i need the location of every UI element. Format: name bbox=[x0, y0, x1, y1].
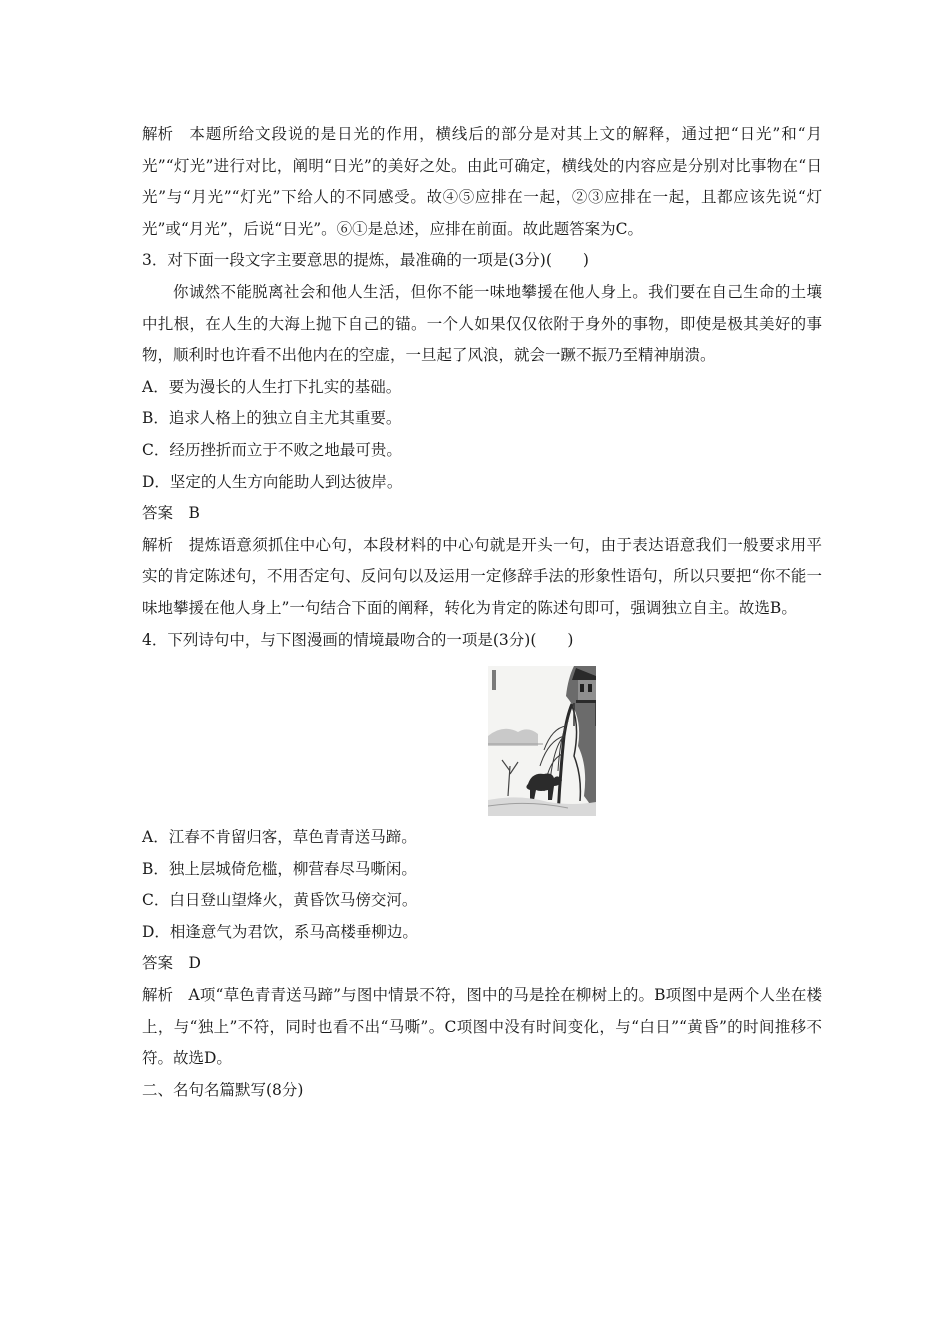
analysis-text: A项“草色青青送马蹄”与图中情景不符，图中的马是拴在柳树上的。B项图中是两个人坐在楼上，与“独上”不符，同时也看不出“马嘶”。C项图中没有时间变化，与“白日”“黄昏”的时间推移不符。故选D。 bbox=[142, 986, 822, 1068]
q4-option-c: C．白日登山望烽火，黄昏饮马傍交河。 bbox=[142, 891, 418, 910]
answer-value: B bbox=[188, 504, 200, 523]
q4-stem: 4．下列诗句中，与下图漫画的情境最吻合的一项是(3分)( ) bbox=[142, 630, 574, 649]
q4-option-b: B．独上层城倚危槛，柳营春尽马嘶闲。 bbox=[142, 859, 417, 878]
analysis-label: 解析 bbox=[142, 986, 174, 1005]
analysis-text: 提炼语意须抓住中心句，本段材料的中心句就是开头一句，由于表达语意我们一般要求用平实的肯定陈述句，不用否定句、反问句以及运用一定修辞手法的形象性语句，所以只要把“你不能一味地攀援在他人身上”一句结合下面的阐释，转化为肯定的陈述句即可，强调独立自主。故选B。 bbox=[142, 535, 822, 617]
q4-option-a: A．江春不肯留归客，草色青青送马蹄。 bbox=[142, 828, 417, 847]
q3-option-c: C．经历挫折而立于不败之地最可贵。 bbox=[142, 440, 402, 459]
ink-painting-horse-willow-pavilion bbox=[488, 666, 596, 816]
q3-option-b: B．追求人格上的独立自主尤其重要。 bbox=[142, 409, 402, 428]
q4-answer bbox=[142, 948, 822, 980]
analysis-label: 解析 bbox=[142, 535, 174, 554]
analysis-label: 解析 bbox=[142, 125, 174, 143]
q4-analysis bbox=[142, 980, 822, 1075]
q3-passage: 你诚然不能脱离社会和他人生活，但你不能一味地攀援在他人身上。我们要在自己生命的土壤中扎根，在人生的大海上抛下自己的锚。一个人如果仅仅依附于身外的事物，即使是极其美好的事物，顺利时也许看不出他内在的空虚，一旦起了风浪，就会一蹶不振乃至精神崩溃。 bbox=[142, 282, 822, 365]
section-heading: 二、名句名篇默写(8分) bbox=[142, 1080, 304, 1099]
q3-answer bbox=[142, 498, 822, 530]
answer-label: 答案 bbox=[142, 504, 174, 523]
q3-analysis bbox=[142, 530, 822, 625]
answer-value: D bbox=[188, 954, 201, 973]
comic-illustration bbox=[488, 666, 596, 816]
q4-option-d: D．相逢意气为君饮，系马高楼垂柳边。 bbox=[142, 922, 418, 941]
figure-wrap bbox=[142, 666, 822, 816]
q2-analysis bbox=[142, 119, 822, 245]
document-content bbox=[142, 119, 822, 1106]
q3-stem: 3．对下面一段文字主要意思的提炼，最准确的一项是(3分)( ) bbox=[142, 251, 589, 270]
analysis-text: 本题所给文段说的是日光的作用，横线后的部分是对其上文的解释，通过把“日光”和“月光”“灯光”进行对比，阐明“日光”的美好之处。由此可确定，横线处的内容应是分别对比事物在“日光”与“月光”“灯光”下给人的不同感受。故④⑤应排在一起，②③应排在一起，且都应该先说“灯光”或“月光”，后说“日光”。⑥①是总述，应排在前面。故此题答案为C。 bbox=[142, 125, 822, 238]
q3-option-a: A．要为漫长的人生打下扎实的基础。 bbox=[142, 377, 402, 396]
q3-option-d: D．坚定的人生方向能助人到达彼岸。 bbox=[142, 472, 403, 491]
answer-label: 答案 bbox=[142, 954, 174, 973]
